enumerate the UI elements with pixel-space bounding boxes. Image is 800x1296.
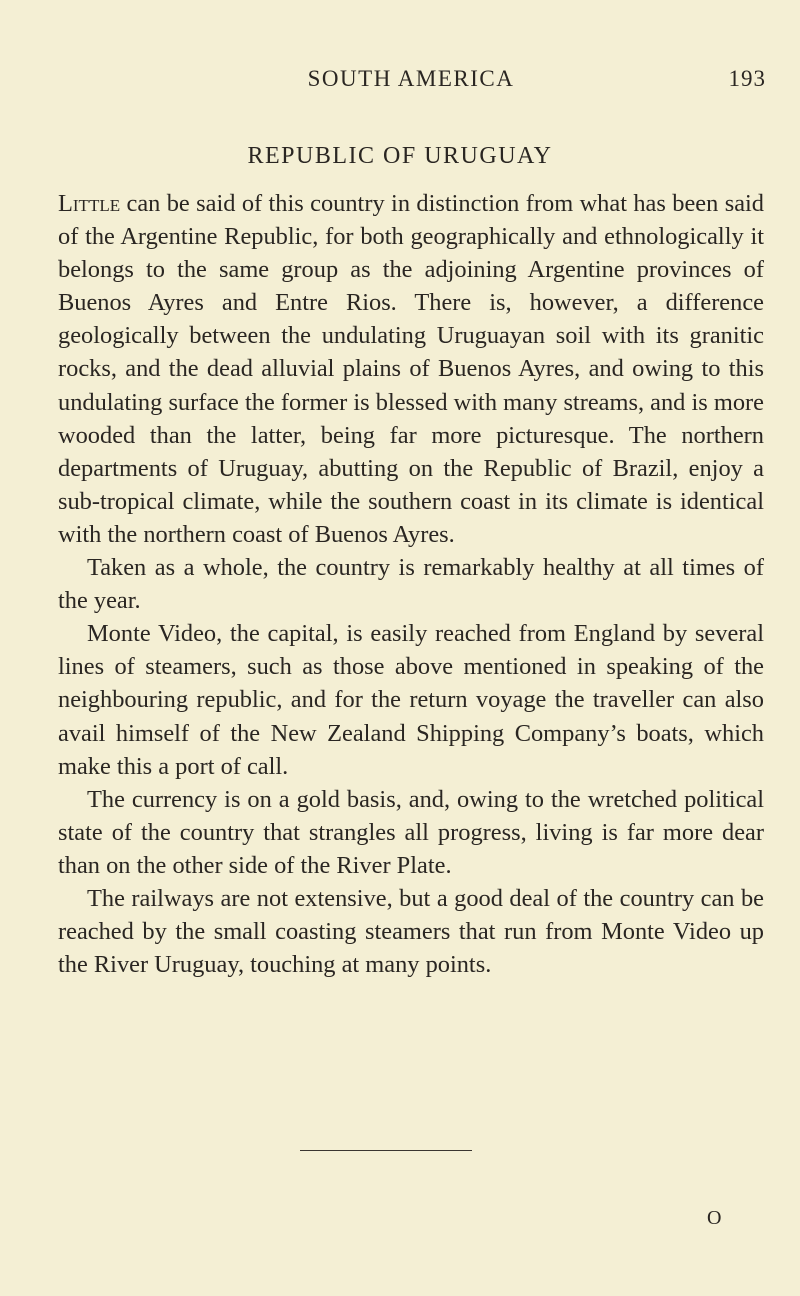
footer-rule: [300, 1150, 472, 1151]
body-text: [58, 187, 764, 981]
paragraph-1: [58, 187, 764, 551]
paragraph-4: The currency is on a gold basis, and, owing to the wretched political state of the country that strangles all progress, living is far more dear than on the other side of the River Plate.: [58, 785, 764, 879]
page-number: 193: [728, 66, 766, 91]
lead-word: Little: [58, 190, 121, 217]
signature-mark: O: [707, 1207, 722, 1229]
running-title: SOUTH AMERICA: [307, 66, 515, 91]
chapter-heading: REPUBLIC OF URUGUAY: [247, 143, 553, 169]
paragraph-2: Taken as a whole, the country is remarkably healthy at all times of the year.: [58, 554, 764, 615]
running-header: [56, 66, 766, 98]
paragraph-5: The railways are not extensive, but a good deal of the country can be reached by the small coasting steamers that run from Monte Video up the River Uruguay, touching at many points.: [58, 884, 764, 979]
paragraph-3: Monte Video, the capital, is easily reached from England by several lines of steamers, such as those above mentioned in speaking of the neighbouring republic, and for the return voyage the traveller can also avail himself of the New Zealand Shipping Company’s boats, which make this a port of call.: [58, 620, 764, 780]
paragraph-1-text: can be said of this country in distinction from what has been said of the Argentine Republic, for both geographically and ethnologically it belongs to the same group as the adjoining Argentine provinces of Buenos Ayres and Entre Rios. There is, however, a difference geologically between the undulating Uruguayan soil with its granitic rocks, and the dead alluvial plains of Buenos Ayres, and owing to this undulating surface the former is blessed with many streams, and is more wooded than the latter, being far more picturesque. The northern departments of Uruguay, abutting on the Republic of Brazil, enjoy a sub-tropical climate, while the southern coast in its climate is identical with the northern coast of Buenos Ayres.: [58, 190, 764, 548]
